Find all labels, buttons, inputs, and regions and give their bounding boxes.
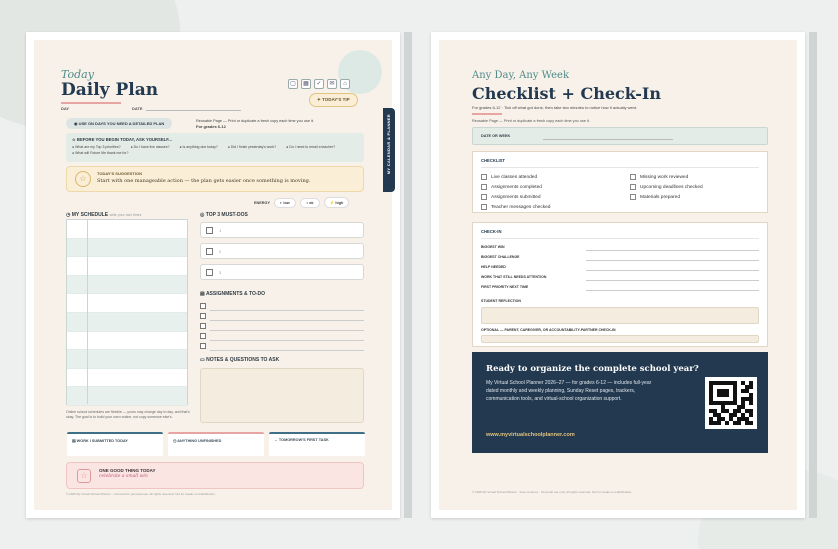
must-do-number: 2: [219, 249, 222, 254]
checklist-left-column: [481, 172, 550, 212]
question-text: Do I have live classes?: [133, 145, 170, 149]
checklist-item[interactable]: [630, 192, 703, 202]
page-title: Daily Plan: [61, 80, 159, 100]
schedule-row[interactable]: [67, 369, 187, 388]
reusable-text: Reusable Page — Print or duplicate a fresh copy each time you use it.: [196, 119, 314, 123]
checkbox[interactable]: [206, 248, 213, 255]
checkbox[interactable]: [206, 227, 213, 234]
date-label: DATE: [132, 106, 143, 111]
optional-check-in-area[interactable]: [481, 335, 759, 343]
checklist-right-column: [630, 172, 703, 202]
page-kicker: Any Day, Any Week: [472, 70, 569, 81]
reusable-note: [196, 118, 314, 130]
question-item: ● Is anything due today?: [179, 145, 218, 149]
side-tab-label: MY CALENDAR & PLANNER: [386, 114, 391, 175]
schedule-row[interactable]: [67, 239, 187, 258]
todays-tip-label: TODAY'S TIP: [322, 97, 350, 102]
notes-area[interactable]: [200, 368, 364, 423]
star-icon: ☆: [77, 469, 91, 483]
schedule-note: Online school schedules are flexible — yours may change day to day, and that's okay. The goal is to build your own routine, not copy someone else's.: [66, 410, 190, 419]
write-line: [586, 290, 759, 291]
grades-subtitle: For grades 6-12 · Tick off what got done, then take two minutes to notice how it actually went.: [472, 105, 638, 110]
mail-icon: ✉: [327, 79, 337, 89]
energy-label: ENERGY: [254, 200, 271, 205]
schedule-row[interactable]: [67, 220, 187, 239]
schedule-row[interactable]: [67, 387, 187, 406]
checklist-section: [472, 151, 768, 213]
check-in-label: WORK THAT STILL NEEDS ATTENTION: [481, 275, 547, 279]
schedule-heading-text: MY SCHEDULE: [71, 212, 109, 218]
star-icon: ☆: [75, 171, 91, 187]
todays-tip-button[interactable]: ✦ TODAY'S TIP: [309, 93, 358, 107]
checklist-item[interactable]: [481, 172, 550, 182]
question-text: What will Future Me thank me for?: [75, 151, 129, 155]
checkbox[interactable]: [200, 343, 206, 349]
check-in-label: FIRST PRIORITY NEXT TIME: [481, 285, 529, 289]
calendar-icon: ▢: [288, 79, 298, 89]
write-line: [586, 250, 759, 251]
checklist-page: [431, 32, 805, 518]
energy-high[interactable]: ⚡ high: [324, 197, 350, 208]
check-in-heading: CHECK-IN: [481, 229, 759, 239]
use-pill: ◉ USE ON DAYS YOU NEED A DETAILED PLAN: [66, 118, 172, 129]
schedule-row[interactable]: [67, 257, 187, 276]
must-do-item[interactable]: [200, 243, 364, 259]
time-column-divider: [87, 220, 88, 404]
checklist-item-label: Missing work reviewed: [640, 174, 689, 180]
suggestion-text: Start with one manageable action — the plan gets easier once something is moving.: [97, 178, 311, 184]
check-in-label: BIGGEST WIN: [481, 245, 505, 249]
work-submitted-label: WORK I SUBMITTED TODAY: [76, 439, 128, 443]
checkbox[interactable]: [200, 313, 206, 319]
use-pill-label: USE ON DAYS YOU NEED A DETAILED PLAN: [78, 121, 165, 126]
checklist-heading: CHECKLIST: [481, 158, 759, 168]
before-you-begin-box: [66, 133, 364, 162]
checkbox[interactable]: [481, 174, 487, 180]
check-in-row[interactable]: [481, 265, 759, 275]
checklist-item[interactable]: [630, 172, 703, 182]
schedule-row[interactable]: [67, 276, 187, 295]
schedule-heading: ◷ MY SCHEDULE write your own times: [66, 212, 142, 218]
check-in-row[interactable]: [481, 285, 759, 295]
checklist-item-label: Assignments submitted: [491, 194, 541, 200]
write-line: [210, 330, 364, 331]
grid-icon: ▦: [301, 79, 311, 89]
qr-code-pattern: [709, 381, 753, 425]
date-field[interactable]: [146, 110, 241, 111]
question-item: ● Do I need to email a teacher?: [286, 145, 336, 149]
energy-selector: [254, 197, 349, 208]
question-item: ● What are my Top 3 priorities?: [72, 145, 121, 149]
promo-banner: [472, 352, 768, 453]
side-tab[interactable]: [383, 108, 395, 192]
page-icons: [288, 79, 350, 89]
checkbox[interactable]: [200, 333, 206, 339]
suggestion-box: [66, 166, 364, 192]
reusable-note: Reusable Page — Print or duplicate a fresh copy each time you use it.: [472, 119, 590, 123]
schedule-row[interactable]: [67, 294, 187, 313]
checklist-item[interactable]: [481, 192, 550, 202]
checkbox[interactable]: [206, 269, 213, 276]
check-in-label: HELP NEEDED: [481, 265, 506, 269]
write-line: [586, 260, 759, 261]
today-script: Today: [61, 68, 94, 81]
page-footer: © 2026 My Virtual School Planner · Free resource · Personal use only. All rights reserved. Not for resale or redistribution.: [472, 490, 633, 494]
home-icon: ⌂: [340, 79, 350, 89]
assignment-item[interactable]: [200, 302, 364, 311]
assignment-item[interactable]: [200, 342, 364, 351]
checkbox[interactable]: [630, 174, 636, 180]
question-text: What are my Top 3 priorities?: [75, 145, 121, 149]
student-reflection-area[interactable]: [481, 307, 759, 324]
write-line: [543, 139, 673, 140]
write-line: [210, 340, 364, 341]
promo-heading: Ready to organize the complete school year?: [486, 364, 699, 374]
must-dos-heading-text: TOP 3 MUST-DOS: [205, 212, 248, 218]
checklist-item-label: Assignments completed: [491, 184, 542, 190]
question-item: ● What will Future Me thank me for?: [72, 151, 129, 155]
notes-heading: ▭ NOTES & QUESTIONS TO ASK: [200, 357, 280, 363]
energy-high-label: high: [335, 201, 344, 205]
check-in-section: [472, 222, 768, 347]
write-line: [210, 310, 364, 311]
checklist-item-label: Live classes attended: [491, 174, 538, 180]
promo-text: My Virtual School Planner 2026–27 — for grades 6-12 — includes full-year dated monthly and weekly planning, Sunday Reset pages, trackers, communication tools, and virtual-school organization support.: [486, 380, 652, 402]
check-in-row[interactable]: [481, 255, 759, 265]
checklist-item[interactable]: [481, 182, 550, 192]
day-label: DAY: [61, 106, 70, 111]
date-or-week-label: DATE OR WEEK: [481, 134, 511, 138]
checkbox[interactable]: [630, 194, 636, 200]
page-footer: © 2026 My Virtual School Planner · Licensed for personal use. All rights reserved. Not for resale or redistribution.: [66, 492, 216, 496]
checklist-item[interactable]: [630, 182, 703, 192]
energy-low-label: low: [283, 200, 290, 205]
assignment-item[interactable]: [200, 322, 364, 331]
question-text: Is anything due today?: [182, 145, 218, 149]
title-underline: [472, 113, 502, 115]
must-do-number: 1: [219, 228, 222, 233]
write-line: [210, 320, 364, 321]
assignments-heading-text: ASSIGNMENTS & TO-DO: [205, 291, 266, 297]
must-do-number: 3: [219, 270, 222, 275]
check-icon: ✓: [314, 79, 324, 89]
one-good-thing-box[interactable]: [66, 462, 364, 489]
question-text: Did I finish yesterday's work?: [230, 145, 277, 149]
schedule-hint: write your own times: [109, 213, 142, 217]
anything-unfinished-box[interactable]: ◷ ANYTHING UNFINISHED: [168, 432, 264, 456]
checklist-item-label: Materials prepared: [640, 194, 680, 200]
question-item: ● Do I have live classes?: [130, 145, 170, 149]
question-item: ● Did I finish yesterday's work?: [227, 145, 277, 149]
check-in-row[interactable]: [481, 245, 759, 255]
check-in-row[interactable]: [481, 275, 759, 285]
write-line: [210, 350, 364, 351]
schedule-row[interactable]: [67, 332, 187, 351]
assignments-heading: ▤ ASSIGNMENTS & TO-DO: [200, 291, 266, 297]
promo-link[interactable]: www.myvirtualschoolplanner.com: [486, 432, 575, 438]
page-title: Checklist + Check-In: [472, 84, 661, 103]
page-edge: [404, 32, 412, 518]
before-heading-text: BEFORE YOU BEGIN TODAY, ASK YOURSELF...: [76, 137, 172, 142]
checklist-item[interactable]: [481, 202, 550, 212]
must-dos-heading: ◎ TOP 3 MUST-DOS: [200, 212, 248, 218]
schedule-row[interactable]: [67, 350, 187, 369]
must-do-item[interactable]: [200, 222, 364, 238]
assignment-item[interactable]: [200, 332, 364, 341]
checkbox[interactable]: [481, 184, 487, 190]
suggestion-heading: TODAY'S SUGGESTION: [97, 171, 142, 176]
schedule-row[interactable]: [67, 313, 187, 332]
check-in-label: BIGGEST CHALLENGE: [481, 255, 520, 259]
checkbox[interactable]: [481, 204, 487, 210]
date-or-week-field[interactable]: [472, 127, 768, 145]
qr-code[interactable]: [705, 377, 757, 429]
must-do-item[interactable]: [200, 264, 364, 280]
checklist-item-label: Teacher messages checked: [491, 204, 551, 210]
grades-label: For grades 6-12: [196, 124, 226, 129]
checkbox[interactable]: [200, 303, 206, 309]
checkbox[interactable]: [630, 184, 636, 190]
assignment-item[interactable]: [200, 312, 364, 321]
checklist-item-label: Upcoming deadlines checked: [640, 184, 703, 190]
energy-low[interactable]: ◐ low: [274, 198, 296, 208]
daily-plan-page: [26, 32, 400, 518]
write-line: [586, 280, 759, 281]
optional-check-in-label: OPTIONAL — PARENT, CAREGIVER, OR ACCOUNTABILITY-PARTNER CHECK-IN: [481, 328, 616, 332]
schedule-grid[interactable]: [66, 219, 188, 405]
checkbox[interactable]: [481, 194, 487, 200]
write-line: [586, 270, 759, 271]
energy-ok-label: ok: [309, 200, 314, 205]
before-heading: ☆ BEFORE YOU BEGIN TODAY, ASK YOURSELF...: [72, 137, 172, 142]
energy-ok[interactable]: ◑ ok: [300, 198, 320, 208]
notes-heading-text: NOTES & QUESTIONS TO ASK: [206, 357, 280, 363]
page-edge: [809, 32, 817, 518]
tomorrows-first-task-label: TOMORROW'S FIRST TASK: [278, 438, 329, 442]
title-underline: [61, 102, 121, 104]
student-reflection-label: STUDENT REFLECTION: [481, 299, 521, 303]
question-text: Do I need to email a teacher?: [289, 145, 336, 149]
one-good-thing-heading: ONE GOOD THING TODAY: [99, 468, 156, 473]
checkbox[interactable]: [200, 323, 206, 329]
work-submitted-box[interactable]: ▤ WORK I SUBMITTED TODAY: [67, 432, 163, 456]
celebrate-script: celebrate a small win: [99, 474, 148, 479]
anything-unfinished-label: ANYTHING UNFINISHED: [177, 439, 222, 443]
tomorrows-first-task-box[interactable]: → TOMORROW'S FIRST TASK: [269, 432, 365, 456]
